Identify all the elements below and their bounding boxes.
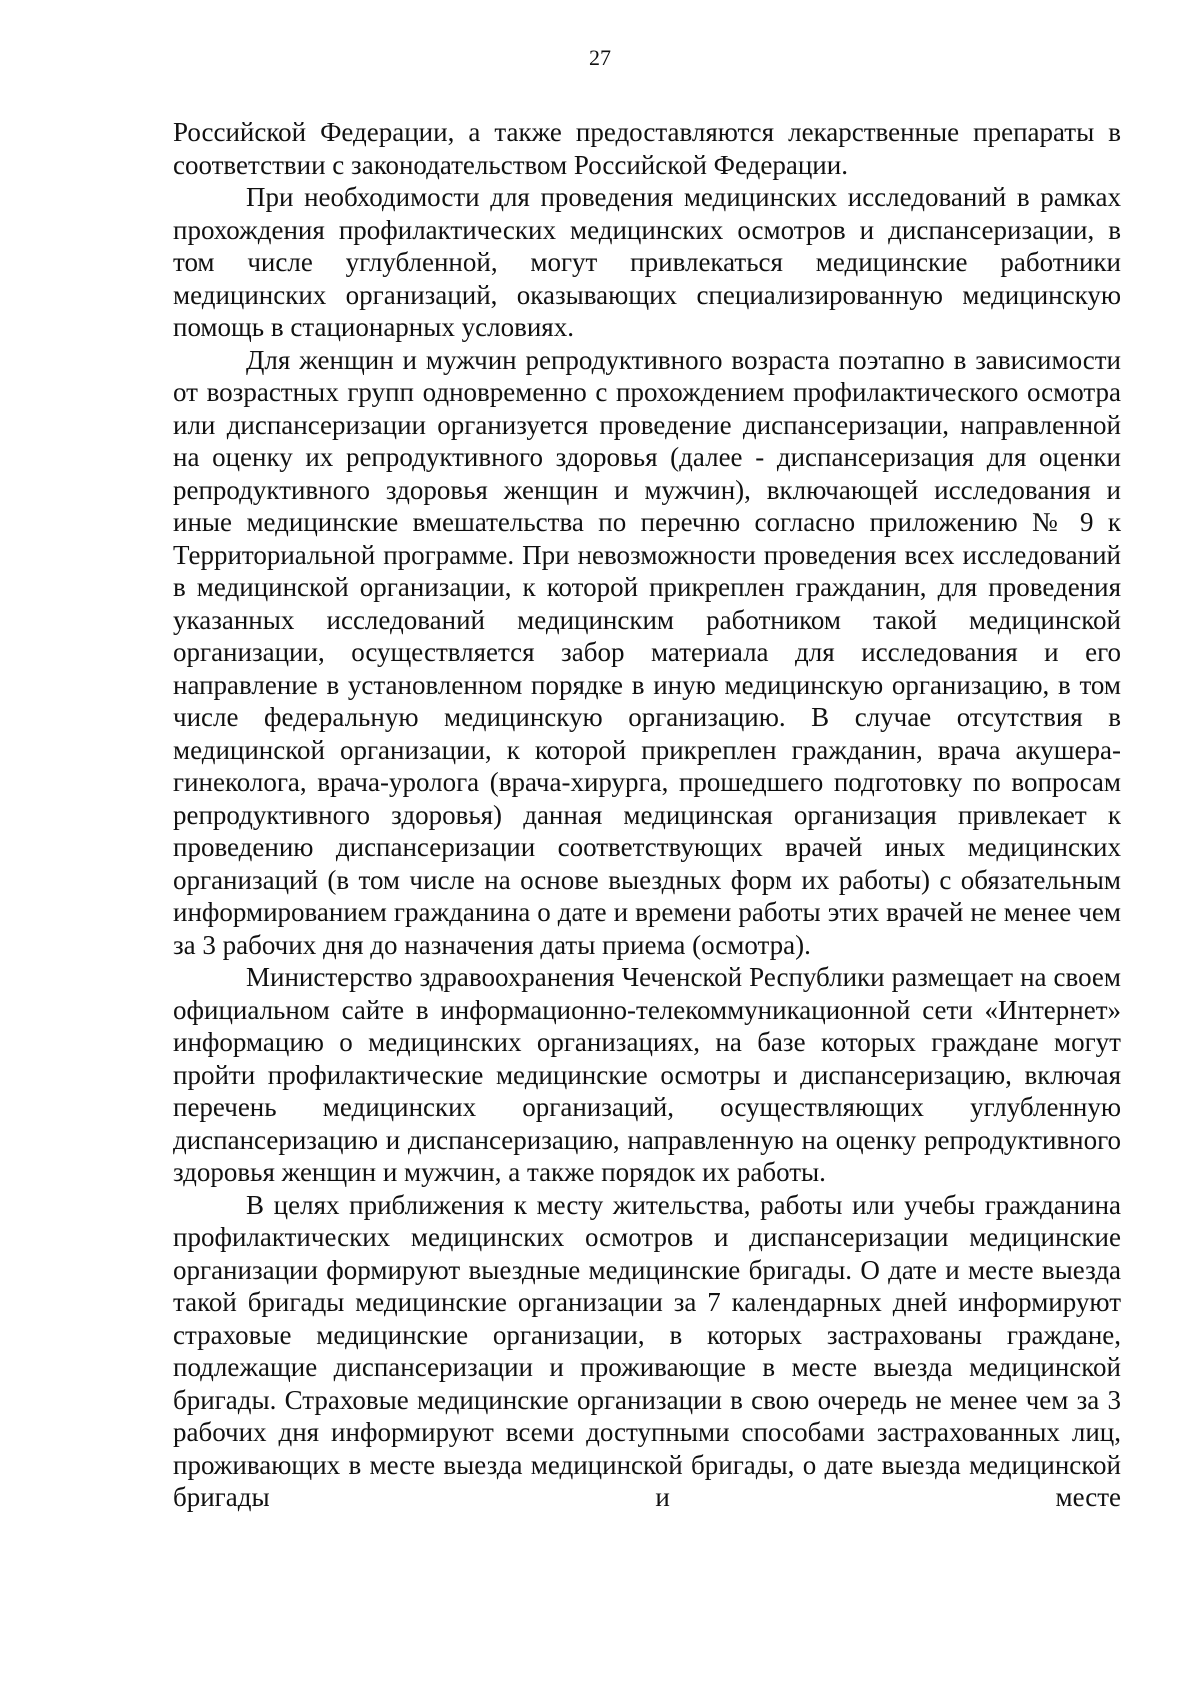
- paragraph-continuation: Российской Федерации, а также предоставляются лекарственные препараты в соответствии с законодательством Российской Федерации.: [173, 117, 1121, 180]
- page-number: 27: [589, 45, 611, 70]
- paragraph-mobile-teams: В целях приближения к месту жительства, работы или учебы гражданина профилактических медицинских осмотров и диспансеризации медицинские организации формируют выездные медицинские бригады. О дате и месте выезда такой бригады медицинские организации за 7 календарных дней информируют страховые медицинские организации, в которых застрахованы граждане, подлежащие диспансеризации и проживающие в месте выезда медицинской бригады. Страховые медицинские организации в свою очередь не менее чем за 3 рабочих дня информируют всеми доступными способами застрахованных лиц, проживающих в месте выезда медицинской бригады, о дате выезда медицинской бригады и месте: [173, 1189, 1121, 1512]
- document-body: [173, 116, 1121, 1514]
- paragraph-reproductive-health: Для женщин и мужчин репродуктивного возраста поэтапно в зависимости от возрастных групп одновременно с прохождением профилактического осмотра или диспансеризации организуется проведение диспансеризации, направленной на оценку их репродуктивного здоровья (далее - диспансеризация для оценки репродуктивного здоровья женщин и мужчин), включающей исследования и иные медицинские вмешательства по перечню согласно приложению № 9 к Территориальной программе. При невозможности проведения всех исследований в медицинской организации, к которой прикреплен гражданин, для проведения указанных исследований медицинским работником такой медицинской организации, осуществляется забор материала для исследования и его направление в установленном порядке в иную медицинскую организацию, в том числе федеральную медицинскую организацию. В случае отсутствия в медицинской организации, к которой прикреплен гражданин, врача акушера-гинеколога, врача-уролога (врача-хирурга, прошедшего подготовку по вопросам репродуктивного здоровья) данная медицинская организация привлекает к проведению диспансеризации соответствующих врачей иных медицинских организаций (в том числе на основе выездных форм их работы) с обязательным информированием гражданина о дате и времени работы этих врачей не менее чем за 3 рабочих дня до назначения даты приема (осмотра).: [173, 344, 1121, 960]
- paragraph-ministry-website: Министерство здравоохранения Чеченской Республики размещает на своем официальном сайте в информационно-телекоммуникационной сети «Интернет» информацию о медицинских организациях, на базе которых граждане могут пройти профилактические медицинские осмотры и диспансеризацию, включая перечень медицинских организаций, осуществляющих углубленную диспансеризацию и диспансеризацию, направленную на оценку репродуктивного здоровья женщин и мужчин, а также порядок их работы.: [173, 962, 1121, 1187]
- paragraph-medical-workers: При необходимости для проведения медицинских исследований в рамках прохождения профилактических медицинских осмотров и диспансеризации, в том числе углубленной, могут привлекаться медицинские работники медицинских организаций, оказывающих специализированную медицинскую помощь в стационарных условиях.: [173, 182, 1121, 342]
